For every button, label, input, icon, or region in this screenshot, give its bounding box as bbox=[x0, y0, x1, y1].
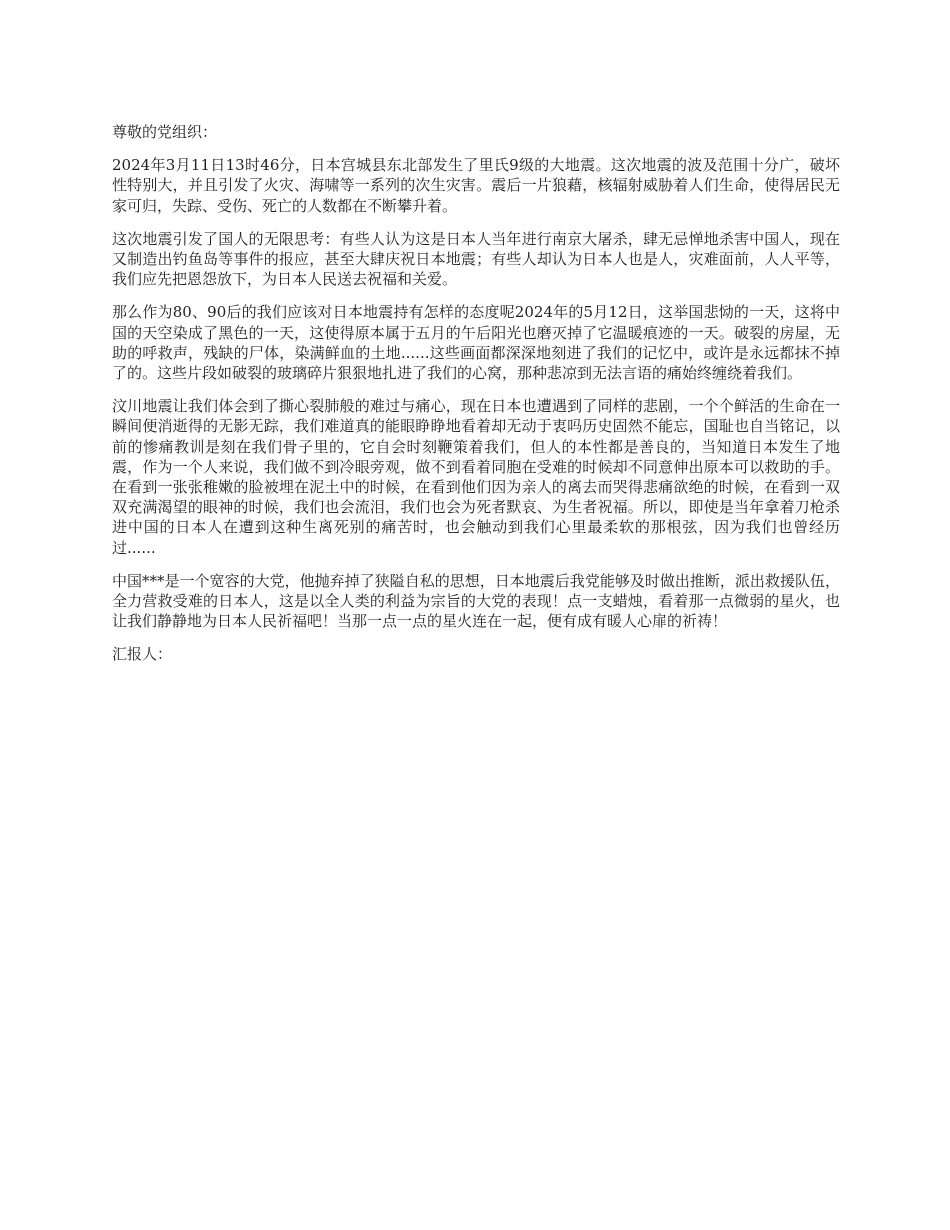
paragraph-2: 这次地震引发了国人的无限思考：有些人认为这是日本人当年进行南京大屠杀，肆无忌惮地杀害中国人，现在又制造出钓鱼岛等事件的报应，甚至大肆庆祝日本地震；有些人却认为日本人也是人，灾难面前，人人平等，我们应先把恩怨放下，为日本人民送去祝福和关爱。 bbox=[112, 229, 840, 289]
salutation: 尊敬的党组织： bbox=[112, 123, 218, 141]
document-page bbox=[112, 122, 840, 678]
paragraph-5: 中国***是一个宽容的大党，他抛弃掉了狭隘自私的思想，日本地震后我党能够及时做出推断，派出救援队伍，全力营救受难的日本人，这是以全人类的利益为宗旨的大党的表现！点一支蜡烛，看着那一点微弱的星火，也让我们静静地为日本人民祈福吧！当那一点一点的星火连在一起，便有成有暖人心扉的祈祷！ bbox=[112, 571, 840, 631]
paragraph-3: 那么作为80、90后的我们应该对日本地震持有怎样的态度呢2024年的5月12日，这举国悲恸的一天，这将中国的天空染成了黑色的一天，这使得原本属于五月的午后阳光也磨灭掉了它温暖痕迹的一天。破裂的房屋，无助的呼救声，残缺的尸体，染满鲜血的土地......这些画面都深深地刻进了我们的记忆中，或许是永远都抹不掉了的。这些片段如破裂的玻璃碎片狠狠地扎进了我们的心窝，那种悲凉到无法言语的痛始终缠绕着我们。 bbox=[112, 303, 840, 383]
paragraph-4: 汶川地震让我们体会到了撕心裂肺般的难过与痛心，现在日本也遭遇到了同样的悲剧，一个个鲜活的生命在一瞬间便消逝得的无影无踪，我们难道真的能眼睁睁地看着却无动于衷吗历史固然不能忘，国耻也自当铭记，以前的惨痛教训是刻在我们骨子里的，它自会时刻鞭策着我们，但人的本性都是善良的，当知道日本发生了地震，作为一个人来说，我们做不到冷眼旁观，做不到看着同胞在受难的时候却不同意伸出原本可以救助的手。在看到一张张稚嫩的脸被埋在泥土中的时候，在看到他们因为亲人的离去而哭得悲痛欲绝的时候，在看到一双双充满渴望的眼神的时候，我们也会流泪，我们也会为死者默哀、为生者祝福。所以，即使是当年拿着刀枪杀进中国的日本人在遭到这种生离死别的痛苦时，也会触动到我们心里最柔软的那根弦，因为我们也曾经历过...... bbox=[112, 397, 840, 557]
signature: 汇报人： bbox=[112, 645, 173, 664]
paragraph-1: 2024年3月11日13时46分，日本宫城县东北部发生了里氏9级的大地震。这次地震的波及范围十分广，破坏性特别大，并且引发了火灾、海啸等一系列的次生灾害。震后一片狼藉，核辐射威胁着人们生命，使得居民无家可归，失踪、受伤、死亡的人数都在不断攀升着。 bbox=[112, 156, 840, 215]
